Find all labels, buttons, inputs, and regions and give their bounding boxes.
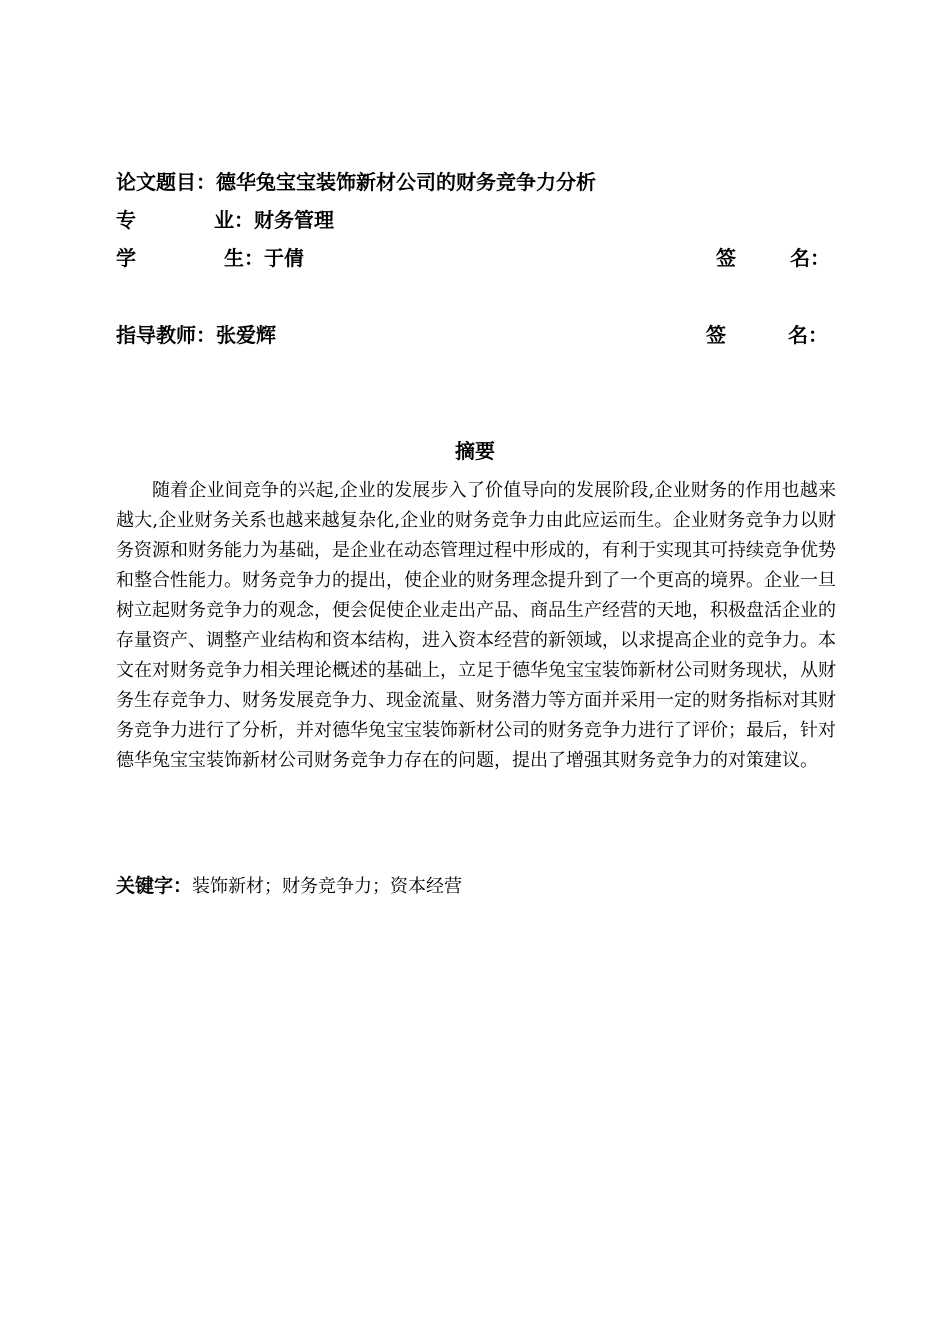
keywords-value: 装饰新材；财务竞争力；资本经营 xyxy=(192,876,463,897)
student-line xyxy=(116,245,304,271)
keywords-line xyxy=(116,872,462,901)
major-line xyxy=(116,207,334,233)
thesis-title-label: 论文题目： xyxy=(116,170,216,194)
thesis-title-value: 德华兔宝宝装饰新材公司的财务竞争力分析 xyxy=(216,170,596,194)
advisor-sign-label-last: 名： xyxy=(788,323,828,347)
keywords-label: 关键字： xyxy=(116,875,193,897)
advisor-signature-field xyxy=(706,322,828,348)
major-label-last: 业： xyxy=(214,208,254,232)
student-sign-label-first: 签 xyxy=(716,246,736,270)
abstract-heading: 摘要 xyxy=(455,439,495,463)
student-sign-label-last: 名： xyxy=(790,246,830,270)
advisor-line xyxy=(116,322,276,348)
major-value: 财务管理 xyxy=(254,208,334,232)
advisor-label: 指导教师： xyxy=(116,323,216,347)
student-label-last: 生： xyxy=(224,246,264,270)
advisor-sign-label-first: 签 xyxy=(706,323,726,347)
abstract-body: 随着企业间竞争的兴起,企业的发展步入了价值导向的发展阶段,企业财务的作用也越来越大,企业财务关系也越来越复杂化,企业的财务竞争力由此应运而生。企业财务竞争力以财务资源和财务能力为基础，是企业在动态管理过程中形成的，有利于实现其可持续竞争优势和整合性能力。财务竞争力的提出，使企业的财务理念提升到了一个更高的境界。企业一旦树立起财务竞争力的观念，便会促使企业走出产品、商品生产经营的天地，积极盘活企业的存量资产、调整产业结构和资本结构，进入资本经营的新领域，以求提高企业的竞争力。本文在对财务竞争力相关理论概述的基础上，立足于德华兔宝宝装饰新材公司财务现状，从财务生存竞争力、财务发展竞争力、现金流量、财务潜力等方面并采用一定的财务指标对其财务竞争力进行了分析，并对德华兔宝宝装饰新材公司的财务竞争力进行了评价；最后，针对德华兔宝宝装饰新材公司财务竞争力存在的问题，提出了增强其财务竞争力的对策建议。 xyxy=(116,480,836,771)
thesis-title-line xyxy=(116,169,596,195)
student-value: 于倩 xyxy=(264,246,304,270)
student-label-first: 学 xyxy=(116,246,136,270)
advisor-value: 张爱辉 xyxy=(216,323,276,347)
major-label-first: 专 xyxy=(116,208,136,232)
student-signature-field xyxy=(716,245,830,271)
